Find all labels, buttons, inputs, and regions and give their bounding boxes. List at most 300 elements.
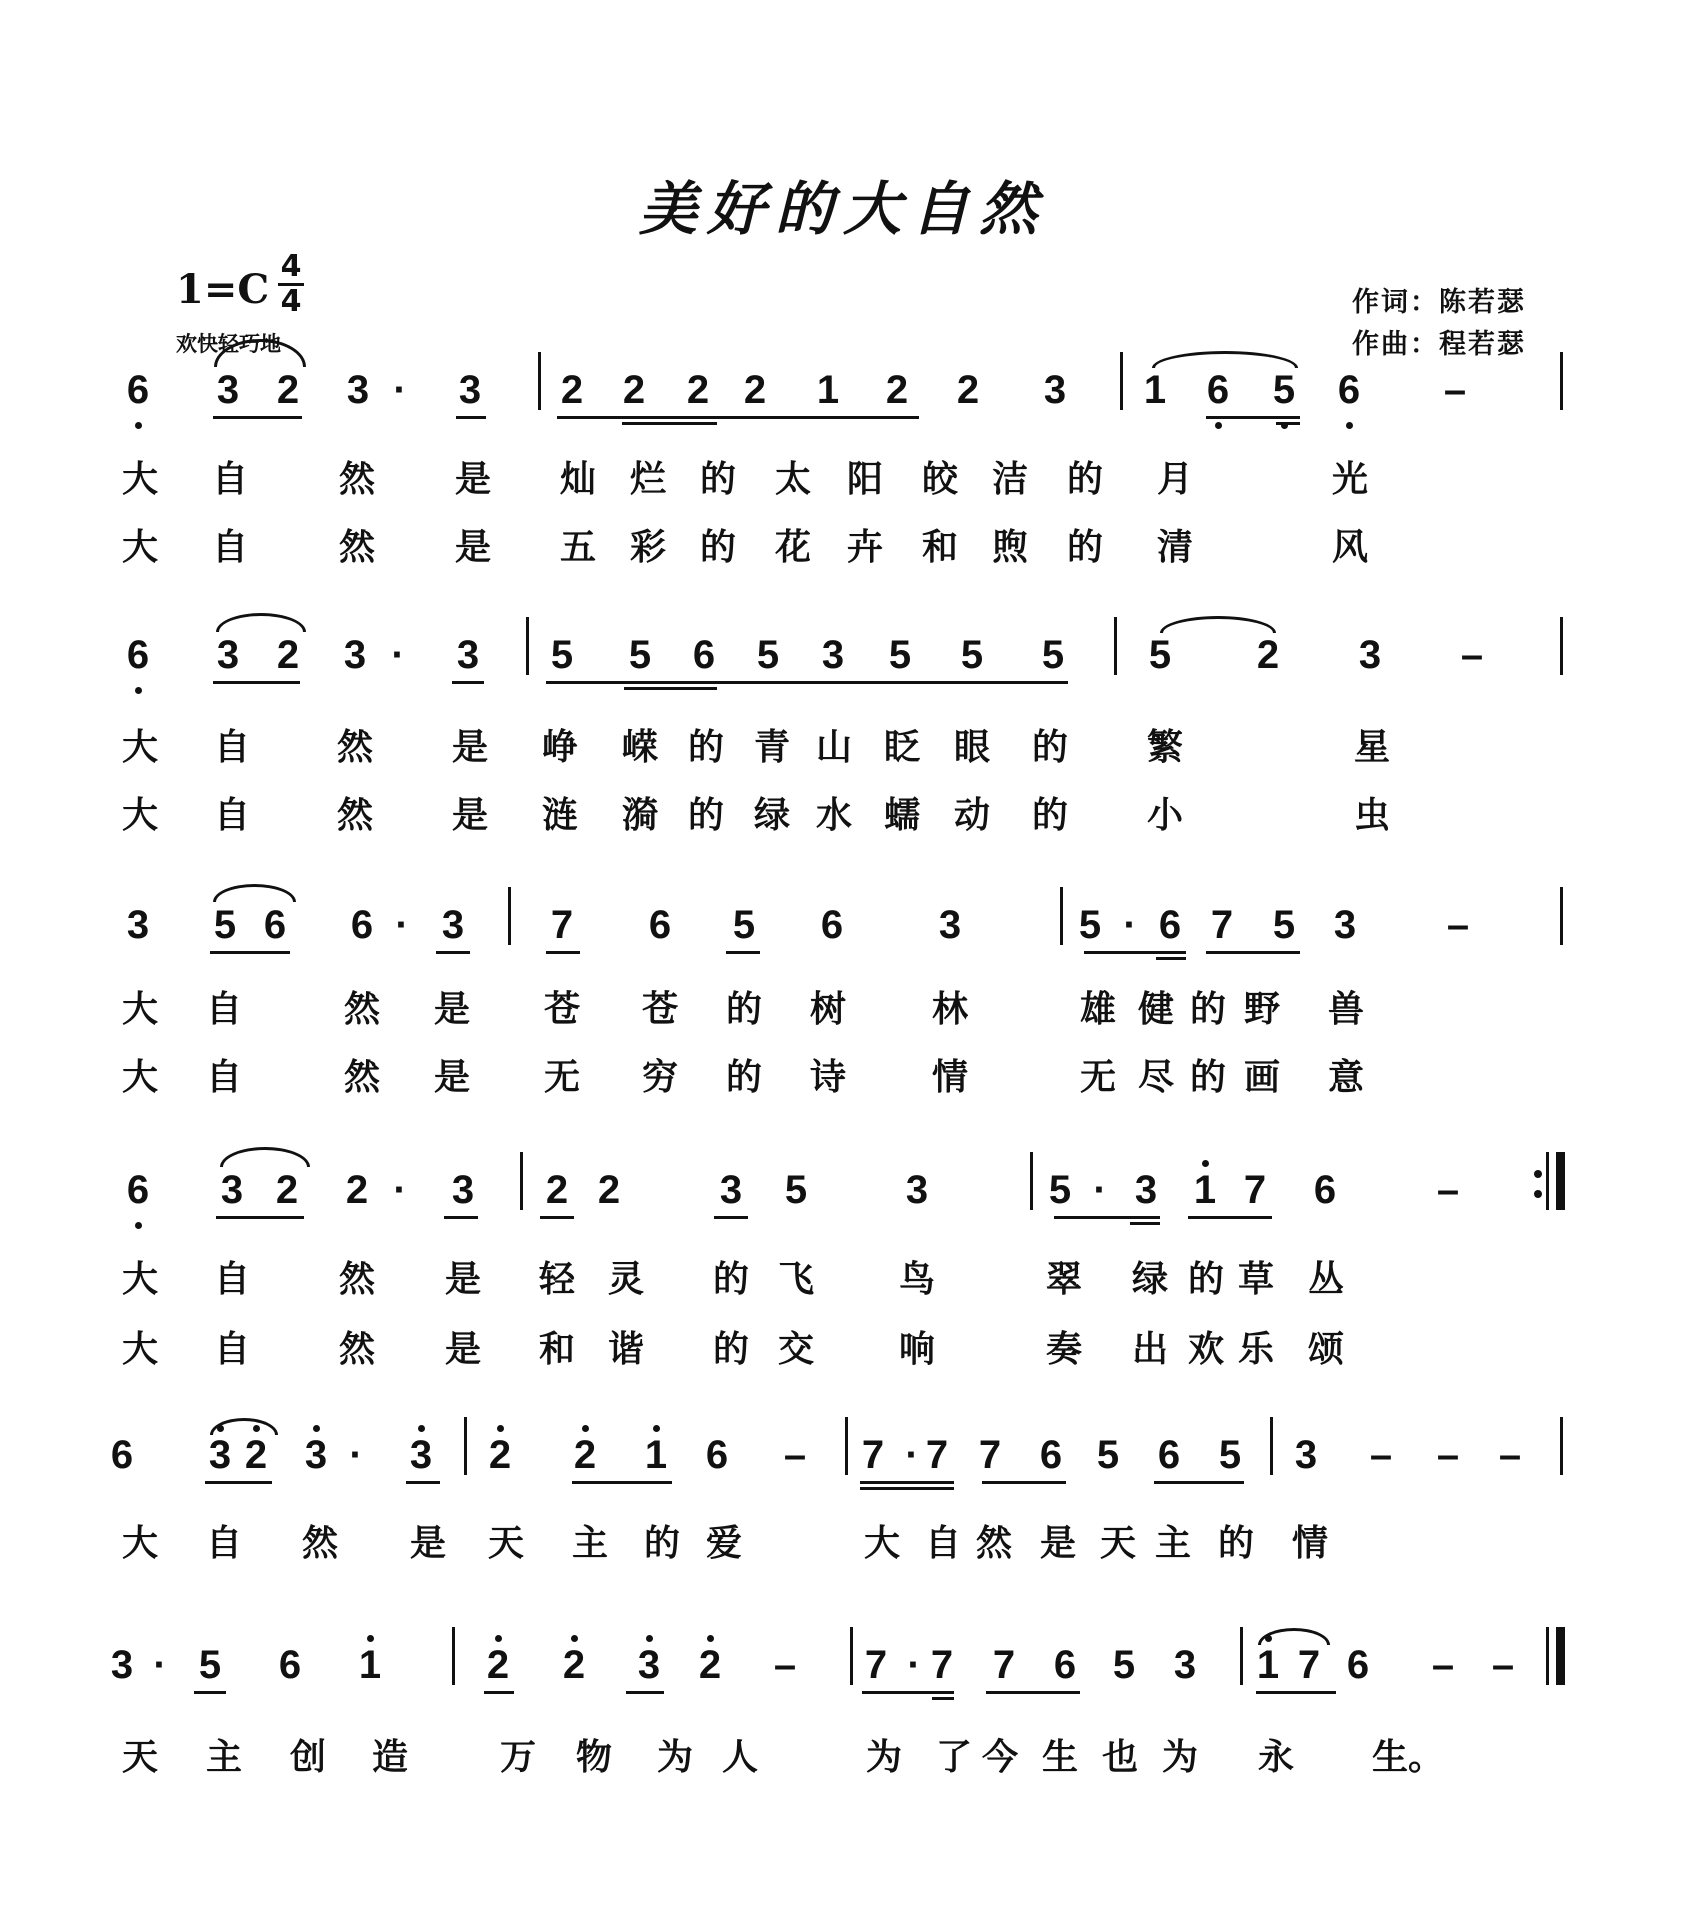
lyric-char: 然 bbox=[336, 795, 373, 836]
jianpu-note: 2 bbox=[545, 1168, 569, 1212]
dash-sustain: – bbox=[1431, 1643, 1455, 1687]
time-signature-top: 4 bbox=[280, 249, 302, 284]
lyric-char: 乐 bbox=[1237, 1329, 1274, 1370]
lyric-char: 自 bbox=[213, 795, 250, 836]
low-octave-dot bbox=[135, 687, 142, 694]
lyric-char: 自 bbox=[211, 527, 248, 568]
jianpu-note: 6 bbox=[1313, 1168, 1337, 1212]
jianpu-note: 6 bbox=[110, 1433, 134, 1477]
jianpu-note: 6 bbox=[126, 633, 150, 677]
lyric-char: 然 bbox=[301, 1523, 338, 1564]
jianpu-note: 3 bbox=[905, 1168, 929, 1212]
lyric-char: 眨 bbox=[883, 727, 920, 768]
slur-tie bbox=[216, 613, 306, 632]
lyric-char: 天 bbox=[121, 1737, 158, 1778]
beam-underline bbox=[1206, 951, 1300, 954]
lyric-char: 为 bbox=[1161, 1737, 1198, 1778]
lyric-char: 交 bbox=[777, 1329, 814, 1370]
bar-line bbox=[1060, 887, 1063, 945]
lyric-char: 创 bbox=[289, 1737, 326, 1778]
lyric-char: 万 bbox=[499, 1737, 536, 1778]
jianpu-note: 1 bbox=[1256, 1643, 1280, 1687]
jianpu-note: 1 bbox=[816, 368, 840, 412]
jianpu-note: 7 bbox=[864, 1643, 888, 1687]
lyric-char: 涟 bbox=[541, 795, 578, 836]
jianpu-note: 3 bbox=[1294, 1433, 1318, 1477]
beam-underline bbox=[216, 1216, 304, 1219]
lyric-char: 苍 bbox=[641, 989, 678, 1030]
beam-underline bbox=[932, 1697, 954, 1700]
jianpu-note: 3 bbox=[220, 1168, 244, 1212]
repeat-dot bbox=[1534, 1190, 1542, 1198]
lyric-char: 然 bbox=[975, 1523, 1012, 1564]
lyric-char: 尽 bbox=[1137, 1057, 1174, 1098]
beam-underline bbox=[860, 1481, 954, 1484]
jianpu-note: 5 bbox=[1272, 368, 1296, 412]
bar-line bbox=[1560, 887, 1563, 945]
tempo-marking: 欢快轻巧地 bbox=[176, 332, 281, 356]
jianpu-note: 5 bbox=[1048, 1168, 1072, 1212]
jianpu-note: 2 bbox=[956, 368, 980, 412]
dash-sustain: – bbox=[1460, 633, 1484, 677]
beam-underline bbox=[982, 1481, 1066, 1484]
lyric-char: 虫 bbox=[1353, 795, 1390, 836]
lyric-char: 的 bbox=[1031, 727, 1068, 768]
lyric-char: 是 bbox=[451, 795, 488, 836]
lyric-char: 灿 bbox=[559, 459, 596, 500]
lyricist-credit: 作词：陈若瑟 bbox=[1352, 287, 1526, 318]
jianpu-note: 6 bbox=[1337, 368, 1361, 412]
jianpu-note: 6 bbox=[1158, 903, 1182, 947]
lyric-char: 是 bbox=[409, 1523, 446, 1564]
repeat-dot bbox=[1534, 1170, 1542, 1178]
jianpu-note: 6 bbox=[705, 1433, 729, 1477]
lyric-char: 洁 bbox=[991, 459, 1028, 500]
lyric-char: 嵘 bbox=[621, 727, 658, 768]
augmentation-dot: · bbox=[1123, 903, 1137, 947]
dash-sustain: – bbox=[783, 1433, 807, 1477]
jianpu-note: 6 bbox=[263, 903, 287, 947]
lyric-char: 兽 bbox=[1327, 989, 1364, 1030]
bar-line bbox=[1114, 617, 1117, 675]
bar-line bbox=[850, 1627, 853, 1685]
lyric-char: 林 bbox=[931, 989, 968, 1030]
jianpu-note: 1 bbox=[644, 1433, 668, 1477]
lyric-char: 大 bbox=[863, 1523, 900, 1564]
jianpu-note: 5 bbox=[1218, 1433, 1242, 1477]
lyric-char: 健 bbox=[1137, 989, 1174, 1030]
jianpu-note: 1 bbox=[1143, 368, 1167, 412]
bar-line bbox=[508, 887, 511, 945]
time-signature-bottom: 4 bbox=[280, 284, 302, 319]
staff-system-6 bbox=[0, 1625, 1686, 1705]
lyric-char: 漪 bbox=[621, 795, 658, 836]
jianpu-note: 5 bbox=[550, 633, 574, 677]
jianpu-note: 2 bbox=[885, 368, 909, 412]
slur-tie bbox=[210, 1418, 278, 1435]
bar-line bbox=[538, 352, 541, 410]
beam-underline bbox=[1256, 1691, 1336, 1694]
lyric-char: 彩 bbox=[629, 527, 666, 568]
jianpu-note: 3 bbox=[1173, 1643, 1197, 1687]
jianpu-note: 5 bbox=[198, 1643, 222, 1687]
lyric-char: 天 bbox=[487, 1523, 524, 1564]
slur-tie bbox=[1258, 1628, 1330, 1645]
high-octave-dot bbox=[367, 1635, 374, 1642]
jianpu-note: 5 bbox=[888, 633, 912, 677]
jianpu-note: 3 bbox=[719, 1168, 743, 1212]
lyric-char: 自 bbox=[205, 1523, 242, 1564]
lyric-char: 煦 bbox=[991, 527, 1028, 568]
jianpu-note: 2 bbox=[562, 1643, 586, 1687]
dash-sustain: – bbox=[773, 1643, 797, 1687]
lyric-char: 的 bbox=[1066, 459, 1103, 500]
jianpu-note: 5 bbox=[784, 1168, 808, 1212]
lyric-char: 绿 bbox=[753, 795, 790, 836]
lyric-char: 雄 bbox=[1079, 989, 1116, 1030]
beam-underline bbox=[436, 951, 470, 954]
lyric-char: 也 bbox=[1101, 1737, 1138, 1778]
lyric-char: 大 bbox=[121, 795, 158, 836]
beam-underline bbox=[546, 951, 580, 954]
lyric-char: 丛 bbox=[1307, 1259, 1344, 1300]
jianpu-note: 1 bbox=[358, 1643, 382, 1687]
jianpu-note: 7 bbox=[925, 1433, 949, 1477]
jianpu-note: 5 bbox=[1112, 1643, 1136, 1687]
lyric-char: 是 bbox=[454, 527, 491, 568]
jianpu-note: 6 bbox=[1039, 1433, 1063, 1477]
lyric-char: 然 bbox=[338, 459, 375, 500]
beam-underline bbox=[624, 687, 717, 690]
lyric-char: 是 bbox=[444, 1329, 481, 1370]
lyric-char: 的 bbox=[1189, 989, 1226, 1030]
beam-underline bbox=[194, 1691, 226, 1694]
jianpu-note: 5 bbox=[1272, 903, 1296, 947]
lyric-char: 的 bbox=[687, 795, 724, 836]
jianpu-note: 3 bbox=[409, 1433, 433, 1477]
high-octave-dot bbox=[497, 1425, 504, 1432]
augmentation-dot: · bbox=[391, 633, 405, 677]
jianpu-note: 5 bbox=[1148, 633, 1172, 677]
bar-line bbox=[1270, 1417, 1273, 1475]
lyric-char: 卉 bbox=[846, 527, 883, 568]
lyric-char: 和 bbox=[538, 1329, 575, 1370]
bar-line bbox=[464, 1417, 467, 1475]
jianpu-note: 7 bbox=[1243, 1168, 1267, 1212]
lyric-char: 飞 bbox=[777, 1259, 814, 1300]
jianpu-note: 6 bbox=[820, 903, 844, 947]
lyric-char: 的 bbox=[1189, 1057, 1226, 1098]
lyric-char: 人 bbox=[721, 1737, 758, 1778]
lyric-char: 欢 bbox=[1187, 1329, 1224, 1370]
beam-underline bbox=[484, 1691, 514, 1694]
beam-underline bbox=[714, 1216, 748, 1219]
composer-credit: 作曲：程若瑟 bbox=[1352, 329, 1526, 360]
jianpu-note: 5 bbox=[628, 633, 652, 677]
jianpu-note: 3 bbox=[821, 633, 845, 677]
bar-line bbox=[1120, 352, 1123, 410]
beam-underline bbox=[1154, 1481, 1244, 1484]
lyric-char: 天 bbox=[1099, 1523, 1136, 1564]
dash-sustain: – bbox=[1369, 1433, 1393, 1477]
staff-system-5 bbox=[0, 1415, 1686, 1495]
lyric-char: 自 bbox=[205, 989, 242, 1030]
jianpu-note: 6 bbox=[1206, 368, 1230, 412]
low-octave-dot bbox=[1346, 422, 1353, 429]
jianpu-note: 2 bbox=[276, 368, 300, 412]
bar-line bbox=[1560, 352, 1563, 410]
jianpu-note: 7 bbox=[1210, 903, 1234, 947]
jianpu-note: 3 bbox=[216, 368, 240, 412]
lyric-char: 物 bbox=[575, 1737, 612, 1778]
lyric-char: 为 bbox=[656, 1737, 693, 1778]
lyric-char: 的 bbox=[699, 459, 736, 500]
beam-underline bbox=[213, 416, 302, 419]
lyric-char: 翠 bbox=[1045, 1259, 1082, 1300]
lyric-char: 鸟 bbox=[898, 1259, 935, 1300]
lyric-char: 意 bbox=[1327, 1057, 1364, 1098]
jianpu-note: 7 bbox=[1297, 1643, 1321, 1687]
jianpu-note: 2 bbox=[622, 368, 646, 412]
jianpu-note: 5 bbox=[960, 633, 984, 677]
jianpu-note: 3 bbox=[938, 903, 962, 947]
lyric-char: 阳 bbox=[846, 459, 883, 500]
high-octave-dot bbox=[571, 1635, 578, 1642]
lyric-char: 响 bbox=[898, 1329, 935, 1370]
lyric-char: 青 bbox=[753, 727, 790, 768]
bar-line bbox=[1560, 617, 1563, 675]
beam-underline bbox=[1188, 1216, 1272, 1219]
lyric-char: 的 bbox=[712, 1259, 749, 1300]
lyric-char: 颂 bbox=[1307, 1329, 1344, 1370]
jianpu-note: 6 bbox=[1053, 1643, 1077, 1687]
lyric-char: 为 bbox=[865, 1737, 902, 1778]
slur-tie bbox=[213, 884, 296, 902]
jianpu-note: 2 bbox=[560, 368, 584, 412]
jianpu-note: 1 bbox=[1193, 1168, 1217, 1212]
jianpu-note: 6 bbox=[278, 1643, 302, 1687]
lyric-char: 爱 bbox=[705, 1523, 742, 1564]
beam-underline bbox=[546, 681, 1068, 684]
beam-underline bbox=[213, 681, 300, 684]
lyric-char: 自 bbox=[211, 459, 248, 500]
dash-sustain: – bbox=[1498, 1433, 1522, 1477]
beam-underline bbox=[572, 1481, 672, 1484]
lyric-char: 生。 bbox=[1372, 1737, 1445, 1778]
low-octave-dot bbox=[135, 422, 142, 429]
lyric-char: 然 bbox=[343, 1057, 380, 1098]
song-title: 美好的大自然 bbox=[638, 175, 1047, 243]
dash-sustain: – bbox=[1436, 1168, 1460, 1212]
jianpu-note: 2 bbox=[743, 368, 767, 412]
beam-underline bbox=[210, 951, 290, 954]
lyric-char: 和 bbox=[921, 527, 958, 568]
lyric-char: 草 bbox=[1237, 1259, 1274, 1300]
beam-underline bbox=[862, 1691, 954, 1694]
bar-line bbox=[1240, 1627, 1243, 1685]
beam-underline bbox=[622, 422, 717, 425]
beam-underline bbox=[626, 1691, 664, 1694]
lyric-char: 今 bbox=[981, 1737, 1018, 1778]
jianpu-note: 3 bbox=[458, 368, 482, 412]
lyric-char: 的 bbox=[725, 1057, 762, 1098]
staff-system-4 bbox=[0, 1150, 1686, 1230]
jianpu-note: 2 bbox=[486, 1643, 510, 1687]
augmentation-dot: · bbox=[393, 1168, 407, 1212]
lyric-char: 永 bbox=[1257, 1737, 1294, 1778]
lyric-char: 大 bbox=[121, 527, 158, 568]
low-octave-dot bbox=[1215, 422, 1222, 429]
bar-line bbox=[520, 1152, 523, 1210]
lyric-char: 的 bbox=[1217, 1523, 1254, 1564]
jianpu-note: 3 bbox=[1358, 633, 1382, 677]
beam-underline bbox=[557, 416, 919, 419]
lyric-char: 星 bbox=[1353, 727, 1390, 768]
lyric-char: 小 bbox=[1146, 795, 1183, 836]
lyric-char: 自 bbox=[213, 1329, 250, 1370]
augmentation-dot: · bbox=[1093, 1168, 1107, 1212]
jianpu-note: 6 bbox=[648, 903, 672, 947]
lyric-char: 灵 bbox=[607, 1259, 644, 1300]
key-signature: 1=C bbox=[176, 266, 270, 313]
bar-line bbox=[452, 1627, 455, 1685]
lyric-char: 是 bbox=[451, 727, 488, 768]
high-octave-dot bbox=[495, 1635, 502, 1642]
jianpu-note: 2 bbox=[698, 1643, 722, 1687]
lyric-char: 的 bbox=[1066, 527, 1103, 568]
jianpu-note: 5 bbox=[1096, 1433, 1120, 1477]
lyric-char: 出 bbox=[1131, 1329, 1168, 1370]
beam-underline bbox=[1084, 951, 1186, 954]
jianpu-note: 7 bbox=[978, 1433, 1002, 1477]
dash-sustain: – bbox=[1443, 368, 1467, 412]
lyric-char: 主 bbox=[205, 1737, 242, 1778]
jianpu-note: 6 bbox=[350, 903, 374, 947]
lyric-char: 无 bbox=[1079, 1057, 1116, 1098]
jianpu-note: 5 bbox=[756, 633, 780, 677]
lyric-char: 自 bbox=[924, 1523, 961, 1564]
beam-underline bbox=[726, 951, 760, 954]
lyric-char: 苍 bbox=[543, 989, 580, 1030]
high-octave-dot bbox=[653, 1425, 660, 1432]
augmentation-dot: · bbox=[393, 368, 407, 412]
jianpu-note: 2 bbox=[345, 1168, 369, 1212]
lyric-char: 然 bbox=[336, 727, 373, 768]
lyric-char: 的 bbox=[643, 1523, 680, 1564]
jianpu-note: 2 bbox=[1256, 633, 1280, 677]
lyric-char: 清 bbox=[1156, 527, 1193, 568]
lyric-char: 野 bbox=[1243, 989, 1280, 1030]
jianpu-note: 7 bbox=[930, 1643, 954, 1687]
jianpu-note: 6 bbox=[1346, 1643, 1370, 1687]
lyric-char: 无 bbox=[543, 1057, 580, 1098]
lyric-char: 情 bbox=[931, 1057, 968, 1098]
jianpu-note: 3 bbox=[456, 633, 480, 677]
lyric-char: 画 bbox=[1243, 1057, 1280, 1098]
repeat-bar-thick bbox=[1556, 1152, 1565, 1210]
lyric-char: 造 bbox=[371, 1737, 408, 1778]
beam-underline bbox=[1130, 1222, 1160, 1225]
beam-underline bbox=[986, 1691, 1080, 1694]
jianpu-note: 2 bbox=[573, 1433, 597, 1477]
lyric-char: 是 bbox=[454, 459, 491, 500]
lyric-char: 皎 bbox=[921, 459, 958, 500]
lyric-char: 主 bbox=[571, 1523, 608, 1564]
slur-tie bbox=[220, 1147, 310, 1167]
jianpu-note: 5 bbox=[213, 903, 237, 947]
staff-system-2 bbox=[0, 615, 1686, 695]
jianpu-note: 2 bbox=[276, 633, 300, 677]
lyric-char: 峥 bbox=[541, 727, 578, 768]
beam-underline bbox=[540, 1216, 574, 1219]
high-octave-dot bbox=[582, 1425, 589, 1432]
lyric-char: 是 bbox=[1039, 1523, 1076, 1564]
jianpu-note: 6 bbox=[126, 368, 150, 412]
lyric-char: 然 bbox=[343, 989, 380, 1030]
lyric-char: 水 bbox=[815, 795, 852, 836]
jianpu-note: 2 bbox=[244, 1433, 268, 1477]
lyric-char: 的 bbox=[699, 527, 736, 568]
beam-underline bbox=[1206, 416, 1300, 419]
lyric-char: 光 bbox=[1331, 459, 1368, 500]
beam-underline bbox=[406, 1481, 440, 1484]
lyric-char: 的 bbox=[1187, 1259, 1224, 1300]
lyric-char: 月 bbox=[1156, 459, 1193, 500]
augmentation-dot: · bbox=[907, 1643, 921, 1687]
jianpu-note: 6 bbox=[1157, 1433, 1181, 1477]
jianpu-note: 5 bbox=[1078, 903, 1102, 947]
time-signature bbox=[278, 249, 304, 319]
lyric-char: 太 bbox=[774, 459, 811, 500]
bar-line bbox=[1030, 1152, 1033, 1210]
jianpu-note: 3 bbox=[126, 903, 150, 947]
jianpu-note: 3 bbox=[304, 1433, 328, 1477]
lyric-char: 主 bbox=[1154, 1523, 1191, 1564]
lyric-char: 绿 bbox=[1131, 1259, 1168, 1300]
dash-sustain: – bbox=[1446, 903, 1470, 947]
beam-underline bbox=[1156, 957, 1186, 960]
beam-underline bbox=[456, 416, 486, 419]
jianpu-note: 6 bbox=[692, 633, 716, 677]
augmentation-dot: · bbox=[349, 1433, 363, 1477]
final-bar-thin bbox=[1546, 1627, 1549, 1685]
jianpu-note: 7 bbox=[861, 1433, 885, 1477]
lyric-char: 山 bbox=[815, 727, 852, 768]
lyric-char: 穷 bbox=[641, 1057, 678, 1098]
lyric-char: 花 bbox=[774, 527, 811, 568]
slur-tie bbox=[1152, 351, 1298, 368]
jianpu-note: 3 bbox=[346, 368, 370, 412]
lyric-char: 生 bbox=[1041, 1737, 1078, 1778]
lyric-char: 大 bbox=[121, 1057, 158, 1098]
lyric-char: 大 bbox=[121, 1329, 158, 1370]
jianpu-note: 3 bbox=[1134, 1168, 1158, 1212]
jianpu-note: 6 bbox=[126, 1168, 150, 1212]
jianpu-note: 3 bbox=[1043, 368, 1067, 412]
slur-tie bbox=[1160, 616, 1276, 633]
high-octave-dot bbox=[418, 1425, 425, 1432]
beam-underline bbox=[860, 1487, 954, 1490]
lyric-char: 大 bbox=[121, 989, 158, 1030]
lyric-char: 大 bbox=[121, 1259, 158, 1300]
lyric-char: 情 bbox=[1291, 1523, 1328, 1564]
lyric-char: 的 bbox=[725, 989, 762, 1030]
lyric-char: 的 bbox=[687, 727, 724, 768]
lyric-char: 动 bbox=[953, 795, 990, 836]
high-octave-dot bbox=[1202, 1160, 1209, 1167]
low-octave-dot bbox=[135, 1222, 142, 1229]
beam-underline bbox=[205, 1481, 272, 1484]
